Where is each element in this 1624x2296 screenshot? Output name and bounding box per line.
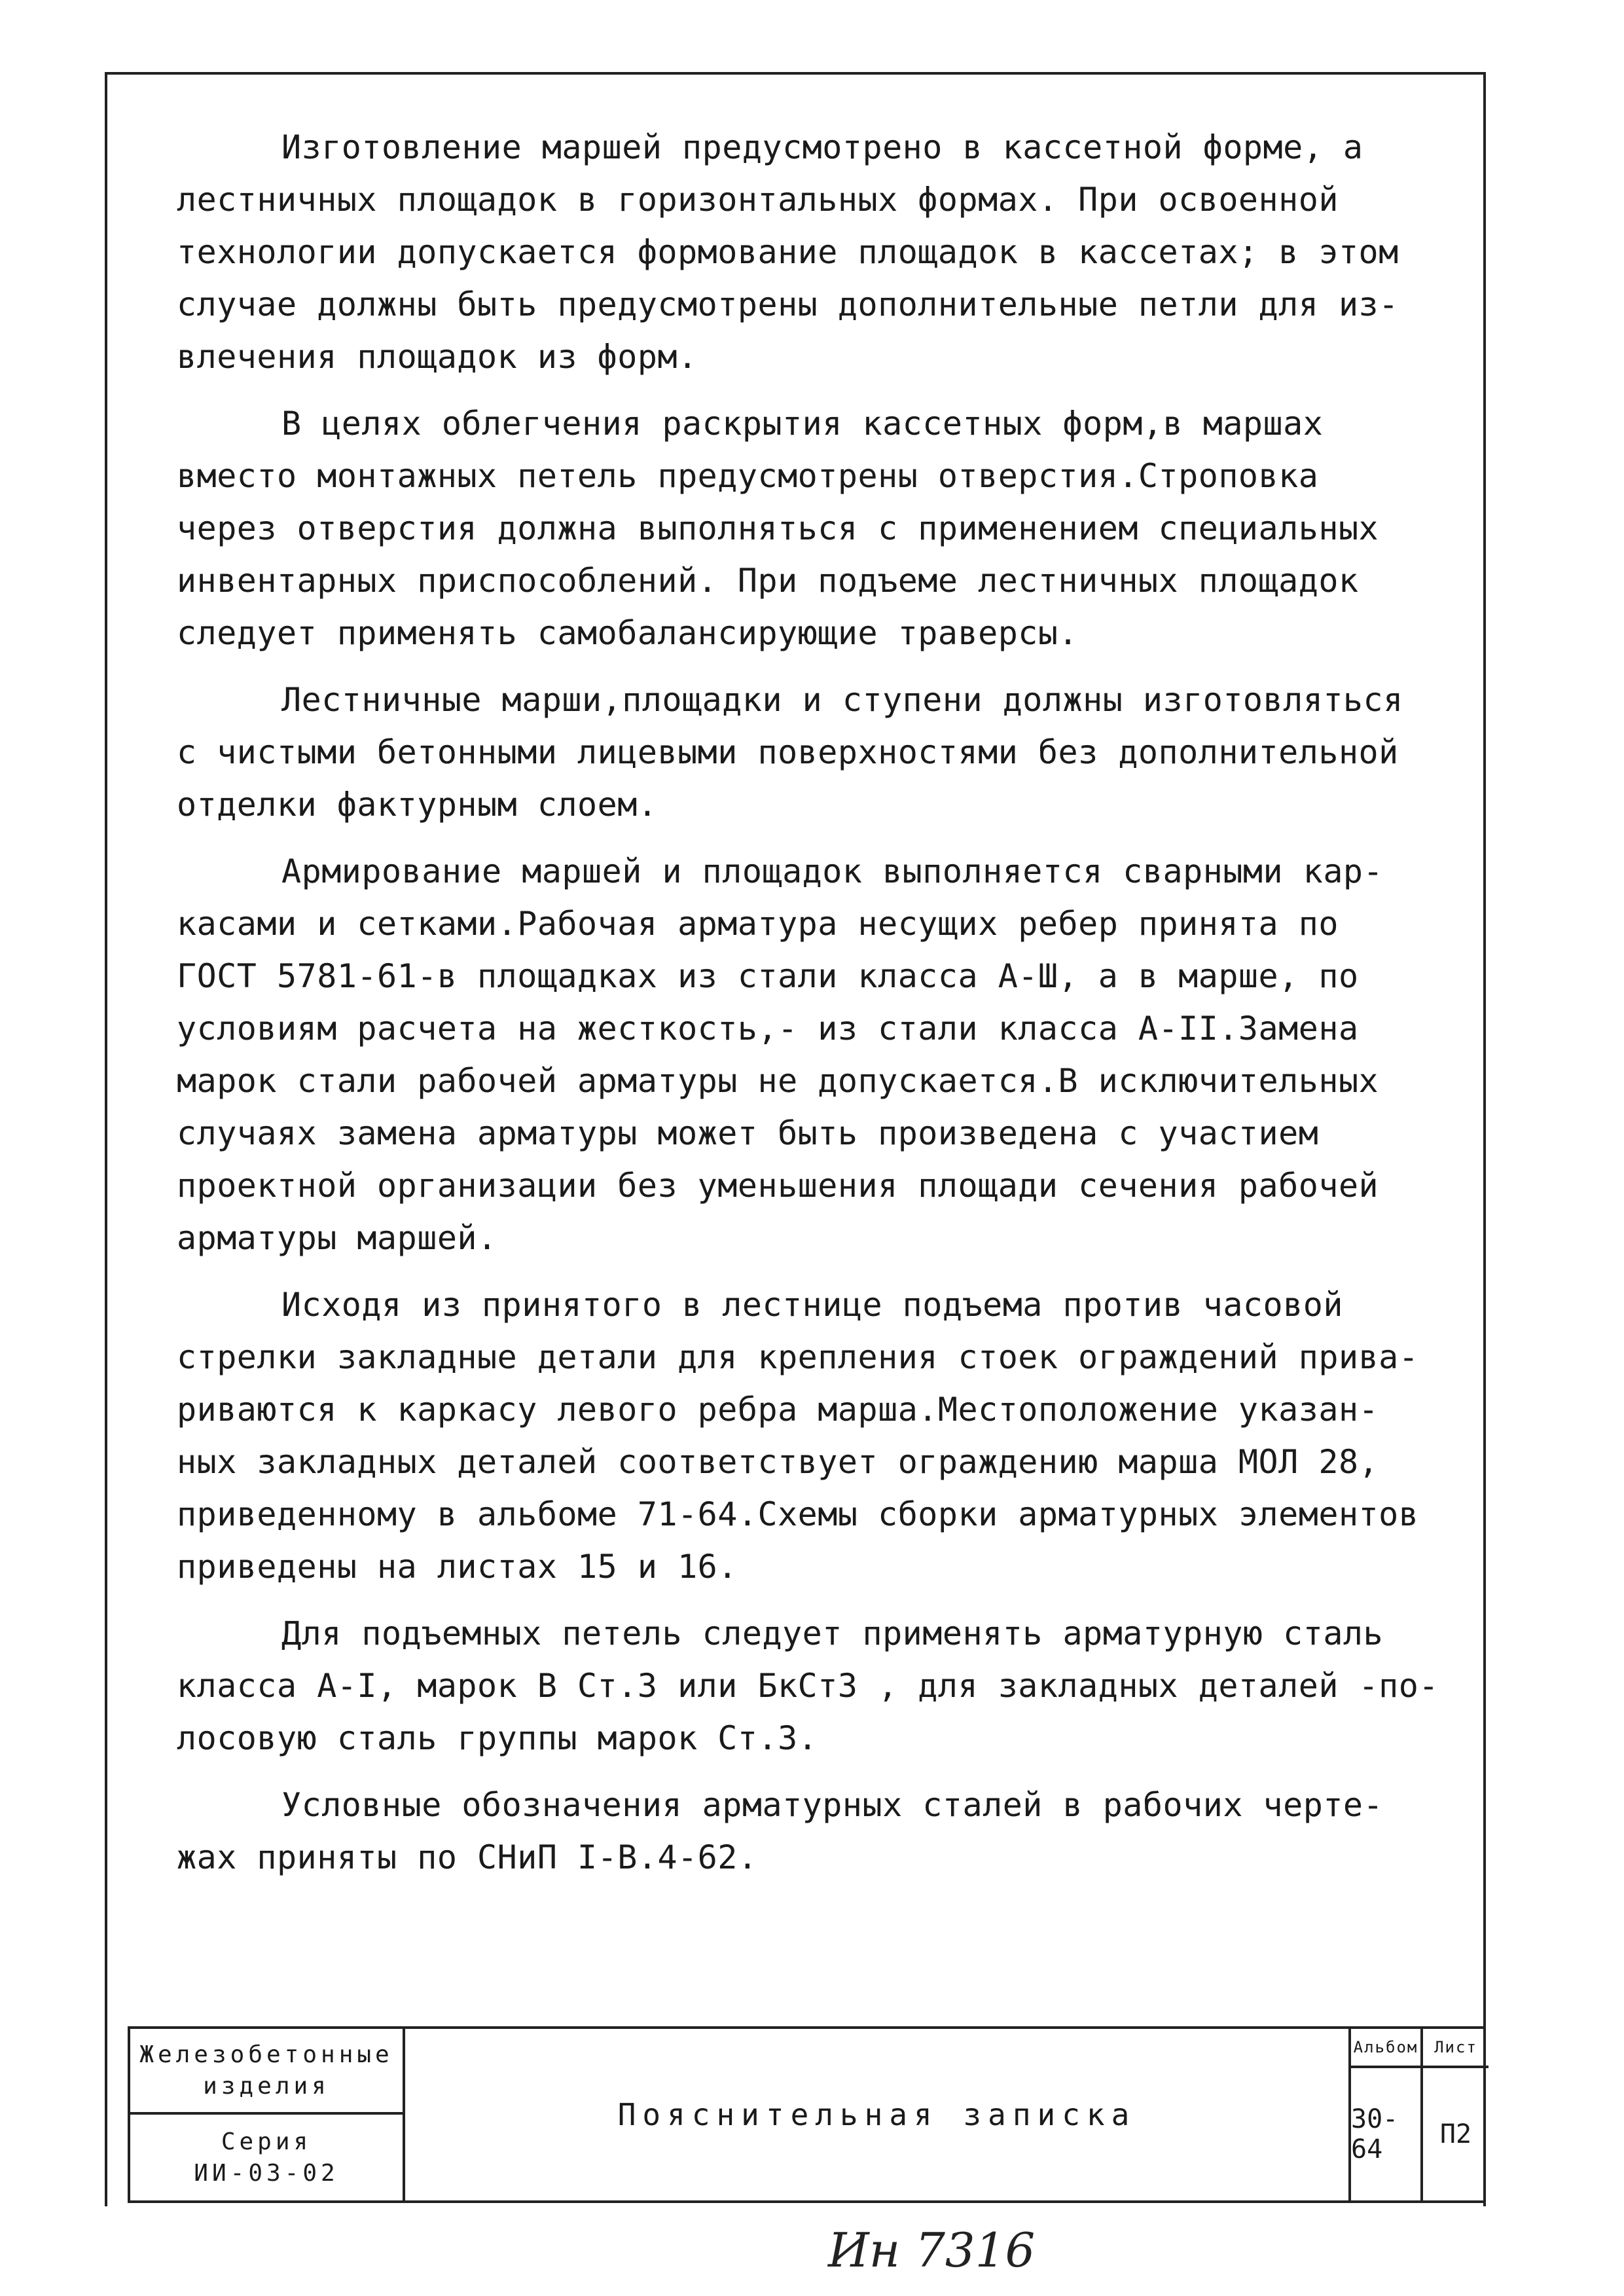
text-line: Изготовление маршей предусмотрено в кассетной форме, а — [281, 128, 1363, 166]
paragraph-1 — [177, 121, 1479, 383]
product-line-1: Железобетонные — [139, 2041, 393, 2068]
text-line: условиям расчета на жесткость,- из стали класса А-II.Замена — [177, 1010, 1359, 1048]
inventory-number: Ин 7316 — [828, 2223, 1036, 2278]
text-line: лосовую сталь группы марок Ст.3. — [177, 1719, 818, 1757]
product-type — [130, 2029, 403, 2115]
text-line: лестничных площадок в горизонтальных формах. При освоенной — [177, 181, 1339, 219]
text-line: арматуры маршей. — [177, 1219, 497, 1257]
text-line: класса А-I, марок В Ст.3 или БкСт3 , для закладных деталей -по- — [177, 1667, 1439, 1705]
paragraph-7 — [177, 1779, 1479, 1884]
text-line: отделки фактурным слоем. — [177, 786, 658, 824]
series — [130, 2115, 403, 2200]
text-line: с чистыми бетонными лицевыми поверхностями без дополнительной — [177, 733, 1399, 771]
text-line: риваются к каркасу левого ребра марша.Местоположение указан- — [177, 1391, 1379, 1429]
text-line: Условные обозначения арматурных сталей в рабочих черте- — [281, 1786, 1384, 1824]
text-line: касами и сетками.Рабочая арматура несущих ребер принята по — [177, 905, 1339, 943]
paragraph-3 — [177, 674, 1479, 831]
text-line: случае должны быть предусмотрены дополнительные петли для из- — [177, 285, 1399, 323]
text-line: марок стали рабочей арматуры не допускается.В исключительных — [177, 1062, 1379, 1100]
explanatory-text — [177, 121, 1479, 1898]
text-line: Для подъемных петель следует применять арматурную сталь — [281, 1614, 1384, 1652]
paragraph-4 — [177, 845, 1479, 1264]
album-value: 30-64 — [1351, 2104, 1399, 2164]
document-title: Пояснительная записка — [405, 2029, 1351, 2200]
album-label: Альбом — [1351, 2029, 1420, 2068]
series-value: ИИ-03-02 — [194, 2159, 339, 2187]
text-line: В целях облегчения раскрытия кассетных форм,в маршах — [281, 405, 1324, 443]
title-block — [128, 2026, 1486, 2203]
text-line: технологии допускается формование площадок в кассетах; в этом — [177, 233, 1399, 271]
text-line: ГОСТ 5781-61-в площадках из стали класса А-Ш, а в марше, по — [177, 957, 1359, 995]
product-line-2: изделия — [203, 2072, 330, 2100]
text-line: случаях замена арматуры может быть произведена с участием — [177, 1114, 1319, 1152]
text-line: жах приняты по СНиП I-В.4-62. — [177, 1838, 758, 1876]
album-cell — [1351, 2029, 1423, 2200]
series-label: Серия — [221, 2128, 312, 2155]
sheet-value: П2 — [1439, 2119, 1472, 2149]
text-line: проектной организации без уменьшения площади сечения рабочей — [177, 1167, 1379, 1205]
title-block-left — [130, 2029, 405, 2200]
sheet-cell — [1423, 2029, 1489, 2200]
text-line: приведены на листах 15 и 16. — [177, 1548, 738, 1586]
paragraph-6 — [177, 1607, 1479, 1764]
paragraph-2 — [177, 397, 1479, 659]
paragraph-5 — [177, 1279, 1479, 1593]
text-line: стрелки закладные детали для крепления стоек ограждений прива- — [177, 1338, 1419, 1376]
text-line: следует применять самобалансирующие траверсы. — [177, 614, 1079, 652]
text-line: вместо монтажных петель предусмотрены отверстия.Строповка — [177, 457, 1319, 495]
text-line: Лестничные марши,площадки и ступени должны изготовляться — [281, 681, 1403, 719]
sheet-label: Лист — [1423, 2029, 1489, 2068]
text-line: влечения площадок из форм. — [177, 338, 698, 376]
text-line: приведенному в альбоме 71-64.Схемы сборки арматурных элементов — [177, 1495, 1419, 1533]
text-line: ных закладных деталей соответствует ограждению марша МОЛ 28, — [177, 1443, 1379, 1481]
text-line: через отверстия должна выполняться с применением специальных — [177, 509, 1379, 547]
text-line: Исходя из принятого в лестнице подъема против часовой — [281, 1286, 1343, 1324]
text-line: инвентарных приспособлений. При подъеме лестничных площадок — [177, 562, 1359, 600]
text-line: Армирование маршей и площадок выполняется сварными кар- — [281, 852, 1384, 890]
